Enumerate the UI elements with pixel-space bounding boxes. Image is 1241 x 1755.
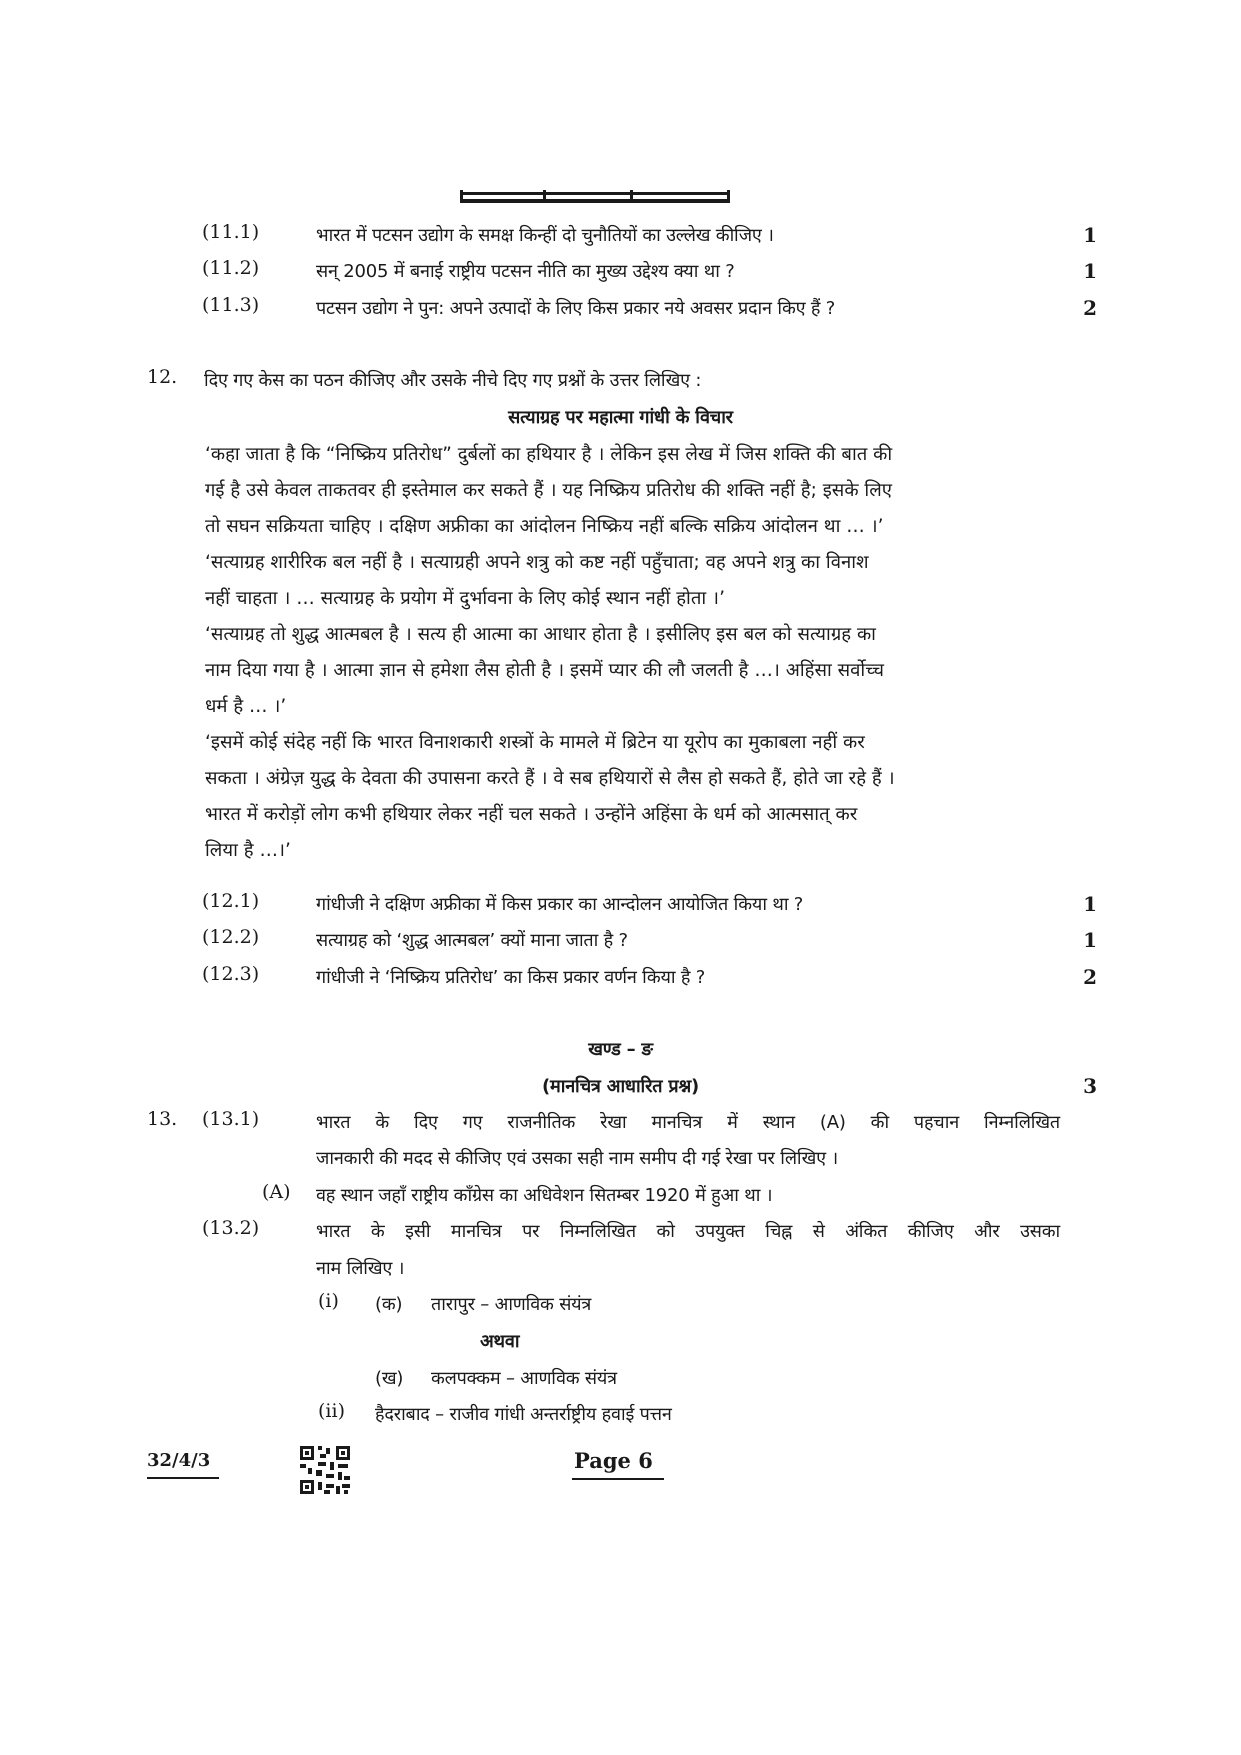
passage-line: लिया है …।’	[205, 840, 291, 861]
q13-kh-option-label: (ख)	[375, 1368, 404, 1389]
passage-line: सकता । अंग्रेज़ युद्ध के देवता की उपासना करते हैं । वे सब हथियारों से लैस हो सकते हैं, होते जा रहे हैं ।	[205, 768, 895, 789]
passage-line: ‘सत्याग्रह तो शुद्ध आत्मबल है । सत्य ही आत्मा का आधार होता है । इसीलिए इस बल को सत्याग्रह का	[205, 624, 876, 645]
top-separator	[460, 192, 730, 195]
q12-sub-number: (12.1)	[202, 890, 260, 912]
q13-ii-label: (ii)	[318, 1400, 345, 1422]
q11-sub-text: सन् 2005 में बनाई राष्ट्रीय पटसन नीति का मुख्य उद्देश्य क्या था ?	[316, 261, 735, 282]
separator-tick-mid2	[630, 190, 633, 203]
passage-line: भारत में करोड़ों लोग कभी हथियार लेकर नहीं चल सकते । उन्होंने अहिंसा के धर्म को आत्मसात् कर	[205, 804, 858, 825]
case-title: सत्याग्रह पर महात्मा गांधी के विचार	[508, 407, 733, 428]
q12-sub-text: गांधीजी ने ‘निष्क्रिय प्रतिरोध’ का किस प्रकार वर्णन किया है ?	[316, 967, 706, 988]
or-label: अथवा	[480, 1331, 520, 1352]
page-number-underline	[572, 1478, 664, 1480]
q13-a-text: वह स्थान जहाँ राष्ट्रीय काँग्रेस का अधिवेशन सितम्बर 1920 में हुआ था ।	[316, 1185, 773, 1206]
q12-sub-number: (12.3)	[202, 963, 260, 985]
passage-line: नाम दिया गया है । आत्मा ज्ञान से हमेशा लैस होती है । इसमें प्यार की लौ जलती है …। अहिंसा सर्वोच्च	[205, 660, 884, 681]
q11-sub-text: भारत में पटसन उद्योग के समक्ष किन्हीं दो चुनौतियों का उल्लेख कीजिए ।	[316, 225, 774, 246]
passage-line: ‘सत्याग्रह शारीरिक बल नहीं है । सत्याग्रही अपने शत्रु को कष्ट नहीं पहुँचाता; वह अपने शत्रु का विनाश	[205, 552, 869, 573]
q11-sub-number: (11.2)	[202, 257, 260, 279]
q12-number: 12.	[147, 366, 178, 388]
passage-line: नहीं चाहता । … सत्याग्रह के प्रयोग में दुर्भावना के लिए कोई स्थान नहीं होता ।’	[205, 588, 725, 609]
paper-code: 32/4/3	[147, 1450, 211, 1471]
q13-number: 13.	[147, 1108, 178, 1130]
section-subtitle: (मानचित्र आधारित प्रश्न)	[541, 1076, 699, 1097]
q12-sub-text: सत्याग्रह को ‘शुद्ध आत्मबल’ क्यों माना जाता है ?	[316, 930, 628, 951]
q13-i-option-label: (क)	[375, 1294, 403, 1315]
q11-sub-marks: 1	[1083, 223, 1097, 247]
q13-1-line1: भारत के दिए गए राजनीतिक रेखा मानचित्र में स्थान (A) की पहचान निम्नलिखित	[316, 1112, 1060, 1133]
passage-line: ‘इसमें कोई संदेह नहीं कि भारत विनाशकारी शस्त्रों के मामले में ब्रिटेन या यूरोप का मुकाबला नहीं कर	[205, 732, 865, 753]
q13-2-number: (13.2)	[202, 1217, 260, 1239]
passage-line: तो सघन सक्रियता चाहिए । दक्षिण अफ्रीका का आंदोलन निष्क्रिय नहीं बल्कि सक्रिय आंदोलन था … ।’	[205, 516, 884, 537]
q12-sub-marks: 1	[1083, 892, 1097, 916]
q13-kh-option-text: कलपक्कम – आणविक संयंत्र	[431, 1368, 617, 1389]
q13-a-label: (A)	[262, 1181, 291, 1203]
q12-instruction: दिए गए केस का पठन कीजिए और उसके नीचे दिए गए प्रश्नों के उत्तर लिखिए :	[204, 370, 702, 391]
q11-sub-number: (11.1)	[202, 221, 260, 243]
q11-sub-marks: 2	[1083, 296, 1097, 320]
passage-line: धर्म है … ।’	[205, 696, 287, 717]
q13-i-option-text: तारापुर – आणविक संयंत्र	[431, 1294, 592, 1315]
q13-1-number: (13.1)	[202, 1108, 260, 1130]
q13-2-line1: भारत के इसी मानचित्र पर निम्नलिखित को उपयुक्त चिह्न से अंकित कीजिए और उसका	[316, 1221, 1060, 1242]
q13-2-line2: नाम लिखिए ।	[316, 1258, 405, 1279]
q12-sub-marks: 1	[1083, 928, 1097, 952]
passage-line: ‘कहा जाता है कि “निष्क्रिय प्रतिरोध” दुर्बलों का हथियार है । लेकिन इस लेख में जिस शक्ति की बात की	[205, 444, 893, 465]
separator-tick-right	[727, 190, 730, 203]
q11-sub-text: पटसन उद्योग ने पुन: अपने उत्पादों के लिए किस प्रकार नये अवसर प्रदान किए हैं ?	[316, 298, 836, 319]
separator-tick-mid1	[543, 190, 546, 203]
q11-sub-marks: 1	[1083, 259, 1097, 283]
q12-sub-number: (12.2)	[202, 926, 260, 948]
top-separator-base	[460, 199, 730, 203]
separator-tick-left	[460, 190, 463, 203]
passage-line: गई है उसे केवल ताकतवर ही इस्तेमाल कर सकते हैं । यह निष्क्रिय प्रतिरोध की शक्ति नहीं है; इसके लिए	[205, 480, 892, 501]
section-marks: 3	[1083, 1074, 1097, 1098]
q13-ii-text: हैदराबाद – राजीव गांधी अन्तर्राष्ट्रीय हवाई पत्तन	[375, 1404, 672, 1425]
case-passage	[205, 437, 1065, 869]
q13-1-line2: जानकारी की मदद से कीजिए एवं उसका सही नाम समीप दी गई रेखा पर लिखिए ।	[316, 1148, 838, 1169]
q13-i-label: (i)	[318, 1290, 339, 1312]
section-title: खण्ड – ङ	[588, 1039, 653, 1060]
q11-sub-number: (11.3)	[202, 294, 260, 316]
paper-code-underline	[147, 1477, 219, 1479]
qr-code-icon	[298, 1444, 352, 1496]
q12-sub-text: गांधीजी ने दक्षिण अफ्रीका में किस प्रकार का आन्दोलन आयोजित किया था ?	[316, 894, 804, 915]
page-number: Page 6	[574, 1448, 653, 1473]
q12-sub-marks: 2	[1083, 965, 1097, 989]
